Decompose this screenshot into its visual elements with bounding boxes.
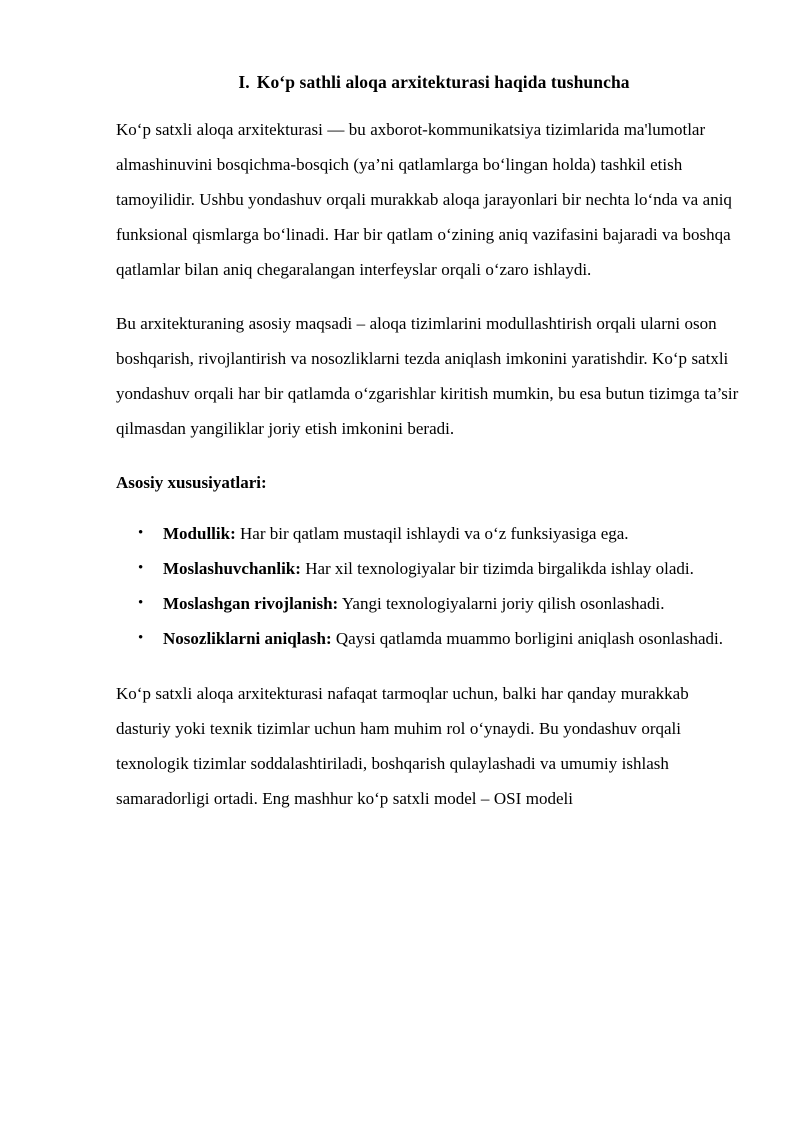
- feature-term: Modullik:: [163, 524, 236, 543]
- bullet-icon: •: [138, 525, 144, 541]
- feature-description: Har xil texnologiyalar bir tizimda birgalikda ishlay oladi.: [300, 559, 694, 578]
- features-heading: Asosiy xususiyatlari:: [116, 473, 267, 492]
- list-item: [116, 621, 746, 656]
- paragraph-purpose: Bu arxitekturaning asosiy maqsadi – aloqa tizimlarini modullashtirish orqali ularni oson boshqarish, rivojlantirish va nosozliklarni tezda aniqlash imkonini yaratishdir. Koʻp satxli yondashuv orqali har bir qatlamda oʻzgarishlar kiritish mumkin, bu esa butun tizimga ta’sir qilmasdan yangiliklar joriy etish imkonini beradi.: [116, 314, 739, 438]
- feature-term: Nosozliklarni aniqlash:: [163, 629, 332, 648]
- features-list: [116, 516, 746, 656]
- feature-description: Har bir qatlam mustaqil ishlaydi va oʻz funksiyasiga ega.: [235, 524, 629, 543]
- list-item: [116, 551, 746, 586]
- paragraph-conclusion: Koʻp satxli aloqa arxitekturasi nafaqat tarmoqlar uchun, balki har qanday murakkab dasturiy yoki texnik tizimlar uchun ham muhim rol oʻynaydi. Bu yondashuv orqali texnologik tizimlar soddalashtiriladi, boshqarish qulaylashadi va umumiy ishlash samaradorligi ortadi. Eng mashhur koʻp satxli model – OSI modeli: [116, 684, 689, 808]
- feature-term: Moslashgan rivojlanish:: [163, 594, 339, 613]
- list-item: [116, 516, 746, 551]
- paragraph-intro: Koʻp satxli aloqa arxitekturasi — bu axborot-kommunikatsiya tizimlarida ma'lumotlar almashinuvini bosqichma-bosqich (ya’ni qatlamlarga boʻlingan holda) tashkil etish tamoyilidir. Ushbu yondashuv orqali murakkab aloqa jarayonlari bir nechta loʻnda va aniq funksional qismlarga boʻlinadi. Har bir qatlam oʻzining aniq vazifasini bajaradi va boshqa qatlamlar bilan aniq chegaralangan interfeyslar orqali oʻzaro ishlaydi.: [116, 120, 732, 279]
- title-text: Koʻp sathli aloqa arxitekturasi haqida tushuncha: [256, 72, 630, 92]
- feature-term: Moslashuvchanlik:: [163, 559, 301, 578]
- bullet-icon: •: [138, 630, 144, 646]
- document-content: [116, 70, 746, 816]
- bullet-icon: •: [138, 595, 144, 611]
- bullet-icon: •: [138, 560, 144, 576]
- feature-description: Qaysi qatlamda muammo borligini aniqlash osonlashadi.: [331, 629, 724, 648]
- title-numeral: I.: [238, 72, 250, 92]
- feature-description: Yangi texnologiyalarni joriy qilish osonlashadi.: [338, 594, 665, 613]
- page-title: [116, 70, 746, 94]
- list-item: [116, 586, 746, 621]
